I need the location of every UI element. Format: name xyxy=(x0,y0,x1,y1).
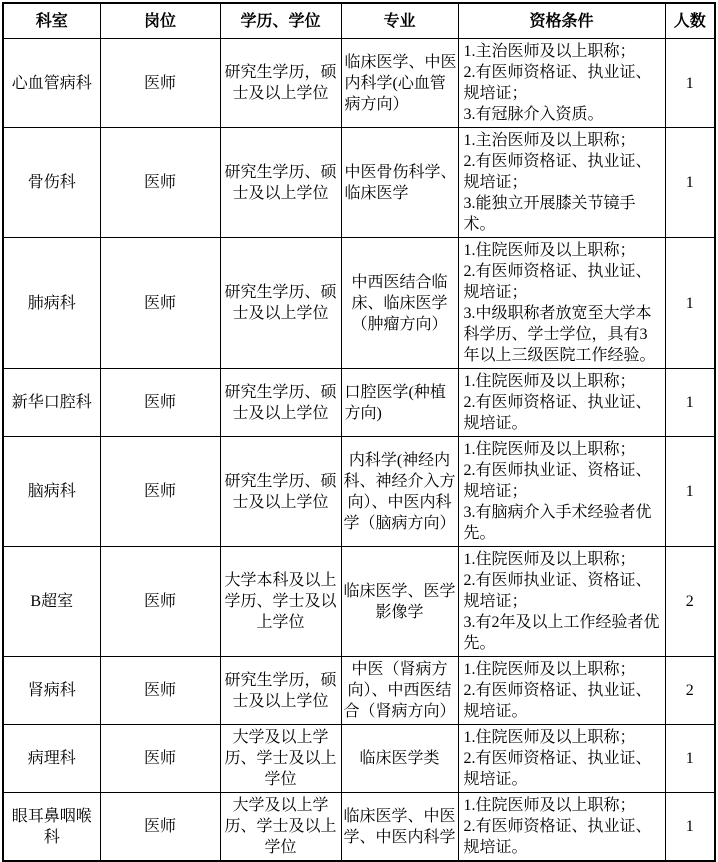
condition-item: 1.住院医师及以上职称； xyxy=(463,729,636,746)
cell-edu: 大学及以上学历、学士及以上学位 xyxy=(220,725,341,793)
condition-item: 2.有医师资格证、执业证、规培证； xyxy=(463,64,652,102)
condition-item: 1.住院医师及以上职称； xyxy=(463,797,636,814)
condition-item: 3.有冠脉介入资质。 xyxy=(463,106,604,123)
cell-edu: 研究生学历、硕士及以上学位 xyxy=(220,437,341,547)
table-row xyxy=(3,793,715,862)
condition-item: 3.中级职称者放宽至大学本科学历、学士学位，具有3年以上三级医院工作经验。 xyxy=(463,305,656,364)
cell-count: 1 xyxy=(665,793,715,862)
condition-item: 2.有医师资格证、执业证、规培证。 xyxy=(463,750,652,788)
cell-conds xyxy=(458,547,665,657)
cell-dept: 肾病科 xyxy=(3,657,100,725)
cell-count: 1 xyxy=(665,369,715,437)
cell-major: 临床医学、中医学、中医内科学 xyxy=(341,793,458,862)
condition-item: 1.住院医师及以上职称； xyxy=(463,373,636,390)
cell-post: 医师 xyxy=(100,657,220,725)
col-header-major: 专业 xyxy=(341,3,458,39)
condition-item: 1.主治医师及以上职称； xyxy=(463,43,636,60)
recruitment-table xyxy=(2,2,716,862)
cell-conds xyxy=(458,39,665,128)
cell-edu: 大学及以上学历、学士及以上学位 xyxy=(220,793,341,862)
table-row xyxy=(3,369,715,437)
cell-conds xyxy=(458,657,665,725)
cell-post: 医师 xyxy=(100,128,220,238)
cell-count: 1 xyxy=(665,238,715,369)
cell-conds xyxy=(458,238,665,369)
condition-item: 2.有医师执业证、资格证、规培证； xyxy=(463,462,652,500)
cell-dept: 眼耳鼻咽喉科 xyxy=(3,793,100,862)
cell-dept: 脑病科 xyxy=(3,437,100,547)
col-header-conds: 资格条件 xyxy=(458,3,665,39)
table-row xyxy=(3,437,715,547)
condition-item: 3.能独立开展膝关节镜手术。 xyxy=(463,195,636,233)
col-header-post: 岗位 xyxy=(100,3,220,39)
cell-dept: 骨伤科 xyxy=(3,128,100,238)
cell-major: 中医（肾病方向）、中西医结合（肾病方向） xyxy=(341,657,458,725)
table-row xyxy=(3,657,715,725)
condition-item: 1.住院医师及以上职称； xyxy=(463,551,636,568)
condition-item: 1.住院医师及以上职称； xyxy=(463,441,636,458)
cell-major: 中医骨伤科学、临床医学 xyxy=(341,128,458,238)
cell-dept: 新华口腔科 xyxy=(3,369,100,437)
cell-dept: 心血管病科 xyxy=(3,39,100,128)
cell-major: 临床医学类 xyxy=(341,725,458,793)
col-header-dept: 科室 xyxy=(3,3,100,39)
table-row xyxy=(3,39,715,128)
cell-edu: 研究生学历、硕士及以上学位 xyxy=(220,238,341,369)
cell-major: 口腔医学(种植方向) xyxy=(341,369,458,437)
cell-post: 医师 xyxy=(100,725,220,793)
cell-count: 1 xyxy=(665,39,715,128)
condition-item: 2.有医师执业证、资格证、规培证； xyxy=(463,572,652,610)
header-row xyxy=(3,3,715,39)
condition-item: 1.主治医师及以上职称； xyxy=(463,132,636,149)
cell-count: 1 xyxy=(665,128,715,238)
cell-dept: 病理科 xyxy=(3,725,100,793)
cell-conds xyxy=(458,437,665,547)
cell-count: 1 xyxy=(665,725,715,793)
cell-conds xyxy=(458,725,665,793)
condition-item: 2.有医师资格证、执业证、规培证。 xyxy=(463,818,652,856)
cell-edu: 研究生学历，硕士及以上学位 xyxy=(220,657,341,725)
cell-post: 医师 xyxy=(100,793,220,862)
cell-edu: 研究生学历，硕士及以上学位 xyxy=(220,39,341,128)
condition-item: 1.住院医师及以上职称； xyxy=(463,242,636,259)
condition-item: 2.有医师资格证、执业证、规培证； xyxy=(463,263,652,301)
table-row xyxy=(3,547,715,657)
cell-edu: 研究生学历、硕士及以上学位 xyxy=(220,369,341,437)
cell-conds xyxy=(458,793,665,862)
cell-dept: B超室 xyxy=(3,547,100,657)
cell-major: 中西医结合临床、临床医学（肿瘤方向） xyxy=(341,238,458,369)
cell-conds xyxy=(458,369,665,437)
table-row xyxy=(3,725,715,793)
condition-item: 3.有2年及以上工作经验者优先。 xyxy=(463,614,660,652)
condition-item: 2.有医师资格证、执业证、规培证。 xyxy=(463,394,652,432)
condition-item: 3.有脑病介入手术经验者优先。 xyxy=(463,504,652,542)
cell-post: 医师 xyxy=(100,547,220,657)
cell-post: 医师 xyxy=(100,238,220,369)
cell-post: 医师 xyxy=(100,369,220,437)
cell-major: 临床医学、医学影像学 xyxy=(341,547,458,657)
col-header-edu: 学历、学位 xyxy=(220,3,341,39)
col-header-count: 人数 xyxy=(665,3,715,39)
condition-item: 2.有医师资格证、执业证、规培证。 xyxy=(463,682,652,720)
condition-item: 2.有医师资格证、执业证、规培证； xyxy=(463,153,652,191)
table-row xyxy=(3,128,715,238)
cell-major: 内科学(神经内科、神经介入方向）、中医内科学（脑病方向） xyxy=(341,437,458,547)
cell-count: 2 xyxy=(665,547,715,657)
cell-edu: 研究生学历、硕士及以上学位 xyxy=(220,128,341,238)
cell-post: 医师 xyxy=(100,437,220,547)
table-row xyxy=(3,238,715,369)
condition-item: 1.住院医师及以上职称； xyxy=(463,661,636,678)
cell-post: 医师 xyxy=(100,39,220,128)
cell-conds xyxy=(458,128,665,238)
cell-major: 临床医学、中医内科学(心血管病方向） xyxy=(341,39,458,128)
cell-count: 1 xyxy=(665,437,715,547)
cell-dept: 肺病科 xyxy=(3,238,100,369)
cell-edu: 大学本科及以上学历、学士及以上学位 xyxy=(220,547,341,657)
cell-count: 2 xyxy=(665,657,715,725)
